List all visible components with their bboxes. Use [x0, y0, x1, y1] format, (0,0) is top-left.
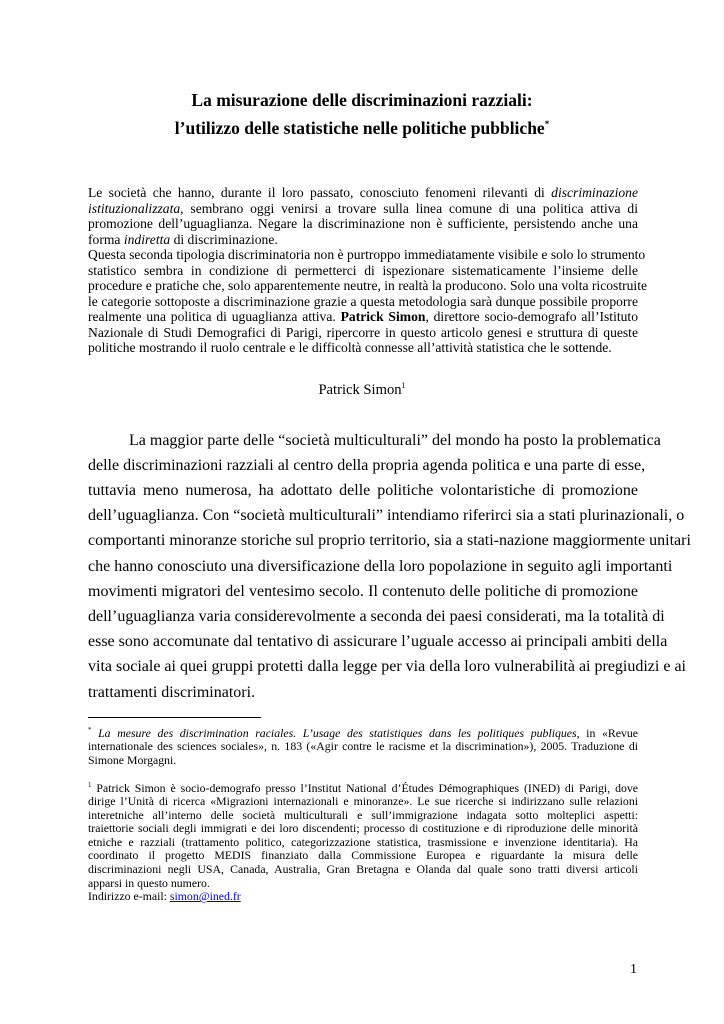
- footnote-line: * La mesure des discrimination raciales. L’usage des statistiques dans les politiques publiques, in «Revue: [88, 725, 639, 740]
- footnote-line: apparsi in questo numero.: [88, 875, 210, 890]
- footnote-line: Simone Morgagni.: [88, 752, 177, 767]
- abstract-line: Le società che hanno, durante il loro passato, conosciuto fenomeni rilevanti di discriminazione: [88, 185, 638, 200]
- abstract-line: istituzionalizzata, sembrano oggi venirsi a trovare sulla linea comune di una politica attiva di: [88, 200, 638, 216]
- email-link[interactable]: simon@ined.fr: [169, 889, 241, 904]
- footnote-line: interetniche all’interno delle società multiculturali e sull’immigrazione indagata sotto molteplici aspetti:: [88, 807, 638, 822]
- footnote-line: dirige l’Unità di ricerca «Migrazioni internazionali e minoranze». Le sue ricerche si indirizzano sulle relazioni: [88, 794, 638, 809]
- body-line: dell’uguaglianza varia considerevolmente a seconda dei paesi considerati, ma la totalità di: [88, 607, 665, 625]
- footnote-line: internationale des sciences sociales», n. 183 («Agir contre le racisme et la discrimination»), 2005. Traduzione di: [88, 739, 638, 754]
- footnote-line: coordinato il progetto MEDIS finanziato dalla Commissione Europea e riguardante la misura delle: [88, 848, 638, 863]
- body-line: trattamenti discriminatori.: [88, 683, 256, 701]
- body-line: vita sociale ai quei gruppi protetti dalla legge per via della loro vulnerabilità ai pregiudizi e ai: [88, 658, 686, 676]
- footnote-email-line: Indirizzo e-mail: simon@ined.fr: [88, 889, 241, 904]
- title-line-1: La misurazione delle discriminazioni razziali:: [191, 90, 533, 110]
- footnote-line: discriminazioni negli USA, Canada, Australia, Gran Bretagna e Olanda dal quale sono tratti diversi articoli: [88, 862, 638, 877]
- abstract-line: realmente una politica di uguaglianza attiva. Patrick Simon, direttore socio-demografo all’Istituto: [88, 309, 638, 324]
- abstract-line: procedure e pratiche che, solo apparentemente neutre, in realtà la producono. Solo una volta ricostruite: [88, 278, 648, 293]
- abstract-line: statistico sembra in condizione di permetterci di ispezionare sistematicamente l’insieme delle: [88, 262, 638, 278]
- abstract: [88, 185, 648, 356]
- abstract-line: politiche mostrando il ruolo centrale e le difficoltà connesse all’attività statistica che le sottende.: [88, 340, 612, 355]
- abstract-line: promozione dell’uguaglianza. Negare la discriminazione non è sufficiente, persistendo anche una: [88, 216, 638, 231]
- page-number: 1: [630, 962, 637, 977]
- title-line-2: [0, 114, 724, 142]
- footnote-line: etniche e razziali (trattamento politico, categorizzazione statistica, trasmissione e invenzione identitaria). Ha: [88, 834, 638, 849]
- body-line: delle discriminazioni razziali al centro della propria agenda politica e una parte di esse,: [88, 456, 646, 474]
- abstract-line: Questa seconda tipologia discriminatoria non è purtroppo immediatamente visibile e solo lo strumento: [88, 247, 646, 262]
- body-paragraph: [88, 428, 691, 705]
- body-line: esse sono accomunate dal tentativo di assicurare l’uguale accesso ai principali ambiti della: [88, 633, 668, 651]
- body-line: dell’uguaglianza. Con “società multiculturali” intendiamo riferirci sia a stati plurinazionali, o: [88, 507, 685, 525]
- footnote-separator: [88, 717, 261, 718]
- abstract-line: forma indiretta di discriminazione.: [88, 231, 278, 247]
- body-line: La maggior parte delle “società multiculturali” del mondo ha posto la problematica: [129, 431, 661, 449]
- abstract-line: le categorie sottoposte a discriminazione grazie a questa metodologia sarà dunque possibile proporre: [88, 293, 638, 309]
- title-text: l’utilizzo delle statistiche nelle politiche pubbliche: [174, 118, 545, 138]
- title-footnote-mark[interactable]: *: [544, 119, 550, 130]
- author-footnote-mark[interactable]: 1: [401, 380, 406, 390]
- body-line: comportanti minoranze storiche sul proprio territorio, sia a stati-nazione maggiormente unitari: [88, 532, 691, 550]
- body-line: movimenti migratori del ventesimo secolo. Il contenuto delle politiche di promozione: [88, 582, 638, 600]
- footnote-line: traiettorie sociali degli immigrati e dei loro discendenti; processo di costituzione e di riproduzione delle minorità: [88, 821, 638, 836]
- author: Patrick Simon$^1$: [318, 380, 406, 398]
- abstract-line: Nazionale di Studi Demografici di Parigi, ripercorre in questo articolo genesi e struttura di queste: [88, 324, 638, 340]
- footnote-title: [88, 727, 638, 768]
- footnote-line: $^1$ Patrick Simon è socio-demografo presso l’Institut National d’Études Démographiques (INED) di Parigi, dove: [88, 780, 639, 795]
- body-line: tuttavia meno numerosa, ha adottato delle politiche volontaristiche di promozione: [88, 481, 638, 499]
- footnote-author: [88, 782, 638, 904]
- body-line: che hanno conosciuto una diversificazione della loro popolazione in seguito agli importanti: [88, 557, 673, 575]
